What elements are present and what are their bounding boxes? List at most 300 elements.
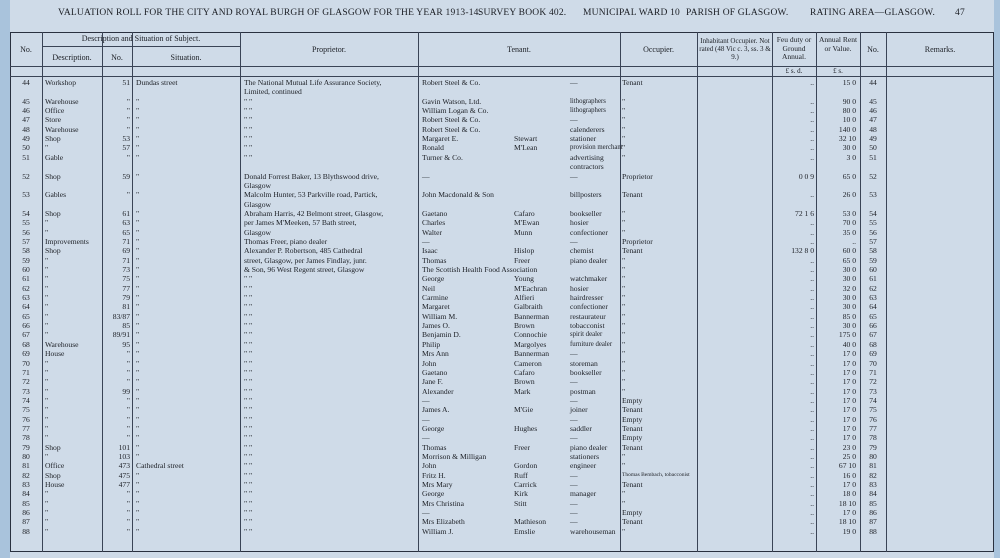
row-description: ": [45, 405, 49, 415]
row-no: 62: [22, 283, 30, 293]
row-occupier: ": [622, 526, 626, 536]
row-tenant-surname: Bannerman: [514, 311, 550, 321]
row-tenant-occupation: provision merchant: [570, 144, 623, 152]
row-description: Store: [45, 115, 62, 125]
row-tenant-surname: Hughes: [514, 423, 538, 433]
row-occupier: ": [622, 124, 626, 134]
row-no: 47: [22, 115, 30, 125]
row-tenant-name: Thomas: [422, 255, 447, 265]
row-description: ": [45, 293, 49, 303]
row-description: ": [45, 517, 49, 527]
row-occupier: Empty: [622, 395, 643, 405]
row-occupier: ": [622, 386, 626, 396]
row-occupier: ": [622, 367, 626, 377]
row-feu-duty: ..: [810, 367, 814, 377]
row-description: ": [45, 321, 49, 331]
col-rule: [772, 32, 773, 552]
row-tenant-occupation: piano dealer: [570, 442, 608, 452]
row-proprietor: street, Glasgow, per James Findlay, junr.: [244, 255, 367, 265]
row-proprietor: Limited, continued: [244, 87, 302, 97]
row-situation: ": [136, 96, 140, 106]
row-tenant-occupation: —: [570, 433, 578, 443]
row-occupier: ": [622, 152, 626, 162]
row-tenant-occupation: manager: [570, 489, 597, 499]
row-occupier: ": [622, 143, 626, 153]
row-tenant-name: Morrison & Milligan: [422, 452, 487, 461]
row-tenant-occupation: contractors: [570, 162, 604, 172]
row-tenant-surname: Kirk: [514, 489, 528, 499]
row-tenant-occupation: —: [570, 377, 578, 387]
row-no-right: 81: [869, 461, 877, 471]
row-proprietor: " ": [244, 498, 253, 508]
row-tenant-name: William Logan & Co.: [422, 106, 489, 116]
row-description: Office: [45, 106, 65, 116]
row-proprietor: " ": [244, 461, 253, 471]
row-annual-rent: 30 0: [842, 302, 856, 312]
row-situation: ": [136, 321, 140, 331]
row-no-right: 85: [869, 498, 877, 508]
row-occupier: Tenant: [622, 190, 643, 200]
row-no-right: 77: [869, 423, 877, 433]
row-situation: ": [136, 526, 140, 536]
row-tenant-occupation: stationers: [570, 452, 600, 461]
row-description: Shop: [45, 208, 61, 218]
row-number: 65: [122, 227, 130, 237]
row-tenant-name: Walter: [422, 227, 443, 237]
row-feu-duty: ..: [810, 321, 814, 331]
row-tenant-occupation: warehouseman: [570, 526, 616, 536]
row-proprietor: " ": [244, 452, 253, 461]
row-situation: ": [136, 274, 140, 284]
row-occupier: ": [622, 293, 626, 303]
row-no: 74: [22, 395, 30, 405]
row-description: ": [45, 255, 49, 265]
row-occupier: Thomas Bembach, tobacconist: [622, 471, 690, 478]
row-proprietor: " ": [244, 106, 253, 116]
row-annual-rent: 60 0: [842, 246, 856, 256]
row-situation: ": [136, 236, 140, 246]
row-description: ": [45, 526, 49, 536]
row-annual-rent: 40 0: [842, 339, 856, 349]
row-tenant-name: John: [422, 358, 437, 368]
col-header-no-right: No.: [867, 45, 879, 54]
row-tenant-name: Ronald: [422, 143, 444, 153]
row-situation: ": [136, 508, 140, 518]
row-tenant-occupation: hosier: [570, 283, 589, 293]
row-no: 68: [22, 339, 30, 349]
row-proprietor: " ": [244, 442, 253, 452]
row-occupier: ": [622, 274, 626, 284]
row-description: Workshop: [45, 78, 77, 87]
row-tenant-name: —: [422, 171, 430, 181]
row-tenant-occupation: engineer: [570, 461, 597, 471]
row-no: 57: [22, 236, 30, 246]
row-occupier: ": [622, 218, 626, 228]
row-feu-duty: ..: [810, 302, 814, 312]
municipal-ward: MUNICIPAL WARD 10: [583, 8, 681, 18]
row-occupier: Proprietor: [622, 236, 653, 246]
row-tenant-surname: Galbraith: [514, 302, 543, 312]
row-number: ": [126, 115, 130, 125]
row-tenant-surname: M'Ewan: [514, 218, 540, 228]
row-situation: ": [136, 480, 140, 490]
row-tenant-occupation: —: [570, 517, 578, 527]
row-no: 64: [22, 302, 30, 312]
col-header-occupier: Occupier.: [643, 45, 674, 54]
row-tenant-surname: Emslie: [514, 526, 536, 536]
row-tenant-surname: M'Lean: [514, 143, 538, 153]
row-number: ": [126, 433, 130, 443]
row-description: ": [45, 358, 49, 368]
row-annual-rent: 16 0: [842, 470, 856, 480]
row-feu-duty: ..: [810, 236, 814, 246]
row-number: 473: [118, 461, 130, 471]
row-annual-rent: 140 0: [838, 124, 856, 134]
row-no-right: 46: [869, 106, 877, 116]
row-situation: ": [136, 442, 140, 452]
row-annual-rent: 175 0: [838, 330, 856, 340]
row-no-right: 74: [869, 395, 877, 405]
row-situation: ": [136, 208, 140, 218]
row-annual-rent: 53 0: [842, 208, 856, 218]
row-number: ": [126, 358, 130, 368]
col-header-annual-rent: Annual Rent or Value.: [818, 35, 858, 53]
row-no: 73: [22, 386, 30, 396]
row-no-right: 76: [869, 414, 877, 424]
row-annual-rent: 17 0: [842, 405, 856, 415]
row-no: 66: [22, 321, 30, 331]
row-annual-rent: 25 0: [842, 452, 856, 461]
row-annual-rent: 17 0: [842, 386, 856, 396]
row-number: ": [126, 423, 130, 433]
row-tenant-name: Benjamin D.: [422, 330, 461, 340]
row-feu-duty: ..: [810, 508, 814, 518]
row-situation: ": [136, 489, 140, 499]
row-no: 81: [22, 461, 30, 471]
row-occupier: ": [622, 489, 626, 499]
row-number: 85: [122, 321, 130, 331]
row-tenant-name: —: [422, 395, 430, 405]
row-annual-rent: 32 10: [838, 134, 856, 144]
row-no-right: 50: [869, 143, 877, 153]
row-proprietor: " ": [244, 423, 253, 433]
row-description: Shop: [45, 171, 61, 181]
row-annual-rent: 90 0: [842, 96, 856, 106]
row-number: ": [126, 367, 130, 377]
row-annual-rent: 3 0: [846, 152, 856, 162]
row-situation: ": [136, 377, 140, 387]
row-annual-rent: 10 0: [842, 115, 856, 125]
row-annual-rent: 17 0: [842, 349, 856, 359]
row-tenant-occupation: —: [570, 414, 578, 424]
row-proprietor: " ": [244, 152, 253, 162]
row-description: ": [45, 274, 49, 284]
row-tenant-name: James A.: [422, 405, 450, 415]
row-situation: ": [136, 124, 140, 134]
row-tenant-name: Gaetano: [422, 208, 448, 218]
col-rule: [42, 32, 43, 552]
row-number: 89/91: [112, 330, 130, 340]
row-annual-rent: 32 0: [842, 283, 856, 293]
row-description: ": [45, 377, 49, 387]
row-occupier: ": [622, 330, 626, 340]
row-proprietor: Glasgow: [244, 180, 271, 190]
row-tenant-name: Margaret E.: [422, 134, 459, 144]
row-annual-rent: 17 0: [842, 367, 856, 377]
row-tenant-occupation: chemist: [570, 246, 594, 256]
row-no-right: 58: [869, 246, 877, 256]
row-number: ": [126, 96, 130, 106]
row-proprietor: " ": [244, 96, 253, 106]
row-occupier: Tenant: [622, 480, 643, 490]
row-tenant-occupation: lithographers: [570, 97, 606, 105]
row-no-right: 49: [869, 134, 877, 144]
col-rule: [886, 32, 887, 552]
row-feu-duty: ..: [810, 96, 814, 106]
row-proprietor: " ": [244, 283, 253, 293]
row-tenant-occupation: saddler: [570, 423, 592, 433]
row-feu-duty: ..: [810, 143, 814, 153]
row-no: 76: [22, 414, 30, 424]
row-tenant-occupation: —: [570, 236, 578, 246]
row-annual-rent: 85 0: [842, 311, 856, 321]
row-number: ": [126, 124, 130, 134]
row-no-right: 87: [869, 517, 877, 527]
row-proprietor: " ": [244, 339, 253, 349]
row-tenant-name: Gaetano: [422, 367, 448, 377]
row-tenant-surname: Hislop: [514, 246, 535, 256]
row-no-right: 84: [869, 489, 877, 499]
row-no: 44: [22, 78, 30, 87]
row-tenant-name: Mrs Mary: [422, 480, 453, 490]
row-tenant-occupation: confectioner: [570, 302, 608, 312]
row-no-right: 53: [869, 190, 877, 200]
row-tenant-name: George: [422, 489, 445, 499]
row-tenant-occupation: lithographers: [570, 107, 606, 115]
row-proprietor: " ": [244, 274, 253, 284]
row-no-right: 51: [869, 152, 877, 162]
row-no-right: 75: [869, 405, 877, 415]
row-occupier: ": [622, 461, 626, 471]
row-annual-rent: 17 0: [842, 433, 856, 443]
row-proprietor: " ": [244, 358, 253, 368]
row-description: Warehouse: [45, 339, 79, 349]
row-no: 80: [22, 452, 30, 461]
row-proprietor: " ": [244, 293, 253, 303]
row-number: ": [126, 152, 130, 162]
row-situation: ": [136, 293, 140, 303]
row-occupier: ": [622, 358, 626, 368]
row-no-right: 59: [869, 255, 877, 265]
row-tenant-name: Mrs Christina: [422, 498, 464, 508]
row-feu-duty: ..: [810, 405, 814, 415]
row-number: 69: [122, 246, 130, 256]
row-proprietor: " ": [244, 414, 253, 424]
row-situation: ": [136, 115, 140, 125]
row-tenant-name: Philip: [422, 339, 441, 349]
row-situation: ": [136, 255, 140, 265]
row-feu-duty: ..: [810, 480, 814, 490]
row-tenant-surname: Cafaro: [514, 208, 535, 218]
row-no-right: 64: [869, 302, 877, 312]
row-no-right: 67: [869, 330, 877, 340]
row-situation: ": [136, 339, 140, 349]
row-no-right: 63: [869, 293, 877, 303]
row-no-right: 71: [869, 367, 877, 377]
row-no: 53: [22, 190, 30, 200]
roll-title: VALUATION ROLL FOR THE CITY AND ROYAL BURGH OF GLASGOW FOR THE YEAR 1913-14.: [58, 8, 482, 18]
row-tenant-occupation: joiner: [570, 405, 588, 415]
row-tenant-name: Robert Steel & Co.: [422, 78, 481, 87]
row-no-right: 88: [869, 526, 877, 536]
row-number: ": [126, 395, 130, 405]
row-number: 53: [122, 134, 130, 144]
row-tenant-surname: Connochie: [514, 330, 547, 340]
col-units-rent: £ s.: [833, 67, 843, 75]
row-situation: ": [136, 414, 140, 424]
row-no-right: 62: [869, 283, 877, 293]
row-situation: ": [136, 423, 140, 433]
row-tenant-occupation: bookseller: [570, 367, 602, 377]
row-tenant-name: William J.: [422, 526, 454, 536]
row-feu-duty: ..: [810, 274, 814, 284]
row-feu-duty: ..: [810, 377, 814, 387]
row-occupier: Tenant: [622, 423, 643, 433]
row-no: 69: [22, 349, 30, 359]
row-no-right: 57: [869, 236, 877, 246]
row-number: ": [126, 498, 130, 508]
row-number: 57: [122, 143, 130, 153]
row-tenant-name: James O.: [422, 321, 450, 331]
row-number: 79: [122, 293, 130, 303]
row-feu-duty: ..: [810, 293, 814, 303]
row-no: 54: [22, 208, 30, 218]
row-occupier: Tenant: [622, 405, 643, 415]
row-no-right: 79: [869, 442, 877, 452]
row-proprietor: Glasgow: [244, 199, 271, 209]
row-situation: ": [136, 367, 140, 377]
row-proprietor: Malcolm Hunter, 53 Parkville road, Partick,: [244, 190, 378, 200]
row-description: Office: [45, 461, 65, 471]
row-situation: ": [136, 283, 140, 293]
row-tenant-surname: Young: [514, 274, 534, 284]
row-no: 83: [22, 480, 30, 490]
row-tenant-occupation: storeman: [570, 358, 598, 368]
row-situation: ": [136, 218, 140, 228]
row-no: 49: [22, 134, 30, 144]
row-feu-duty: ..: [810, 227, 814, 237]
row-proprietor: " ": [244, 480, 253, 490]
col-rule: [860, 32, 861, 552]
row-situation: ": [136, 470, 140, 480]
row-annual-rent: 30 0: [842, 321, 856, 331]
row-description: ": [45, 489, 49, 499]
row-annual-rent: 18 0: [842, 489, 856, 499]
row-feu-duty: ..: [810, 442, 814, 452]
row-proprietor: " ": [244, 330, 253, 340]
row-proprietor: " ": [244, 367, 253, 377]
row-situation: ": [136, 386, 140, 396]
row-tenant-surname: Brown: [514, 377, 535, 387]
row-feu-duty: ..: [810, 115, 814, 125]
row-description: ": [45, 433, 49, 443]
row-situation: ": [136, 311, 140, 321]
row-no-right: 86: [869, 508, 877, 518]
row-description: ": [45, 283, 49, 293]
row-number: 63: [122, 218, 130, 228]
row-no-right: 73: [869, 386, 877, 396]
row-occupier: ": [622, 106, 626, 116]
row-proprietor: Glasgow: [244, 227, 271, 237]
row-tenant-surname: Stewart: [514, 134, 538, 144]
row-tenant-name: George: [422, 274, 445, 284]
row-proprietor: " ": [244, 386, 253, 396]
row-description: ": [45, 330, 49, 340]
row-occupier: Tenant: [622, 78, 643, 87]
row-tenant-name: Gavin Watson, Ltd.: [422, 96, 482, 106]
row-tenant-occupation: —: [570, 349, 578, 359]
row-feu-duty: ..: [810, 255, 814, 265]
row-tenant-occupation: watchmaker: [570, 274, 608, 284]
row-number: 71: [122, 255, 130, 265]
row-occupier: ": [622, 265, 626, 274]
row-feu-duty: ..: [810, 349, 814, 359]
row-occupier: ": [622, 349, 626, 359]
row-occupier: ": [622, 302, 626, 312]
row-tenant-surname: Freer: [514, 255, 531, 265]
row-annual-rent: 18 10: [838, 498, 856, 508]
row-tenant-surname: Gordon: [514, 461, 538, 471]
row-feu-duty: ..: [810, 190, 814, 200]
row-number: ": [126, 508, 130, 518]
row-proprietor: " ": [244, 124, 253, 134]
row-number: 99: [122, 386, 130, 396]
row-proprietor: " ": [244, 377, 253, 387]
row-tenant-surname: M'Gie: [514, 405, 534, 415]
row-occupier: ": [622, 311, 626, 321]
row-proprietor: " ": [244, 311, 253, 321]
col-header-inhabitant: Inhabitant Occupier. Not rated (48 Vic c. 3, ss. 3 & 9.): [699, 37, 771, 61]
col-rule: [240, 32, 241, 552]
row-no: 75: [22, 405, 30, 415]
row-feu-duty: ..: [810, 283, 814, 293]
row-occupier: ": [622, 377, 626, 387]
row-occupier: ": [622, 227, 626, 237]
row-situation: ": [136, 358, 140, 368]
col-units-feu: £ s. d.: [785, 67, 803, 75]
page-header: [0, 8, 984, 22]
row-no: 82: [22, 470, 30, 480]
row-occupier: ": [622, 452, 626, 461]
row-number: 73: [122, 265, 130, 274]
row-situation: ": [136, 190, 140, 200]
row-no: 50: [22, 143, 30, 153]
col-header-feu-duty: Feu duty or Ground Annual.: [776, 35, 812, 61]
row-feu-duty: 72 1 6: [795, 208, 814, 218]
row-description: ": [45, 452, 49, 461]
row-occupier: ": [622, 339, 626, 349]
row-no-right: 44: [869, 78, 877, 87]
row-tenant-occupation: stationer: [570, 134, 597, 144]
row-feu-duty: ..: [810, 386, 814, 396]
row-description: Gable: [45, 152, 64, 162]
row-description: ": [45, 386, 49, 396]
row-proprietor: & Son, 96 West Regent street, Glasgow: [244, 265, 365, 274]
row-description: ": [45, 265, 49, 274]
row-number: ": [126, 517, 130, 527]
row-tenant-occupation: restaurateur: [570, 311, 606, 321]
row-annual-rent: 30 0: [842, 265, 856, 274]
